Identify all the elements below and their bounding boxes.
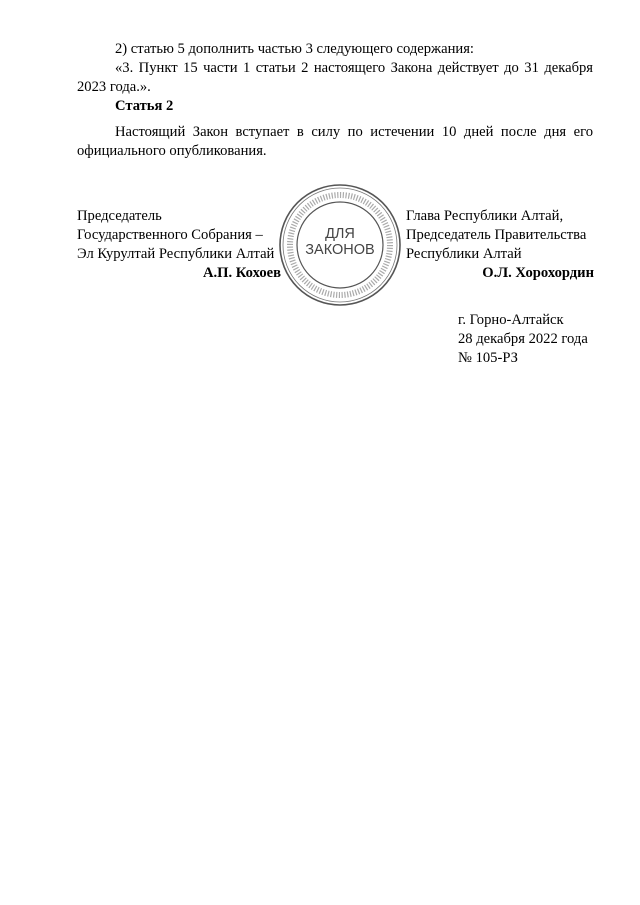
signature-right-line-3: Республики Алтай bbox=[406, 246, 522, 262]
article-heading: Статья 2 bbox=[115, 98, 174, 114]
amendment-block bbox=[77, 40, 593, 97]
signature-left bbox=[77, 207, 281, 283]
signature-right-name: О.Л. Хорохордин bbox=[482, 265, 594, 281]
signature-left-name: А.П. Кохоев bbox=[202, 265, 281, 281]
place-date-block bbox=[458, 311, 588, 368]
seal-text-line-2: ЗАКОНОВ bbox=[305, 242, 375, 258]
paragraph-amendment-item: 2) статью 5 дополнить частью 3 следующего содержания: bbox=[115, 41, 474, 57]
signature-right-line-1: Глава Республики Алтай, bbox=[406, 208, 564, 224]
law-number: № 105-РЗ bbox=[458, 350, 518, 366]
paragraph-amendment-text: «3. Пункт 15 части 1 статьи 2 настоящего Закона действует до 31 декабря 2023 года.». bbox=[77, 60, 593, 95]
signature-left-line-1: Председатель bbox=[77, 208, 162, 224]
official-seal bbox=[277, 182, 403, 308]
signature-left-line-3: Эл Курултай Республики Алтай bbox=[77, 246, 275, 262]
signature-left-line-2: Государственного Собрания – bbox=[77, 227, 263, 243]
signature-right-line-2: Председатель Правительства bbox=[406, 227, 587, 243]
place-date: 28 декабря 2022 года bbox=[458, 331, 588, 347]
article-2-block bbox=[77, 123, 593, 161]
paragraph-entry-into-force: Настоящий Закон вступает в силу по истечении 10 дней после дня его официального опубликования. bbox=[77, 124, 593, 159]
signature-right bbox=[406, 207, 594, 283]
seal-text-line-1: ДЛЯ bbox=[325, 226, 355, 242]
place-city: г. Горно-Алтайск bbox=[458, 312, 564, 328]
